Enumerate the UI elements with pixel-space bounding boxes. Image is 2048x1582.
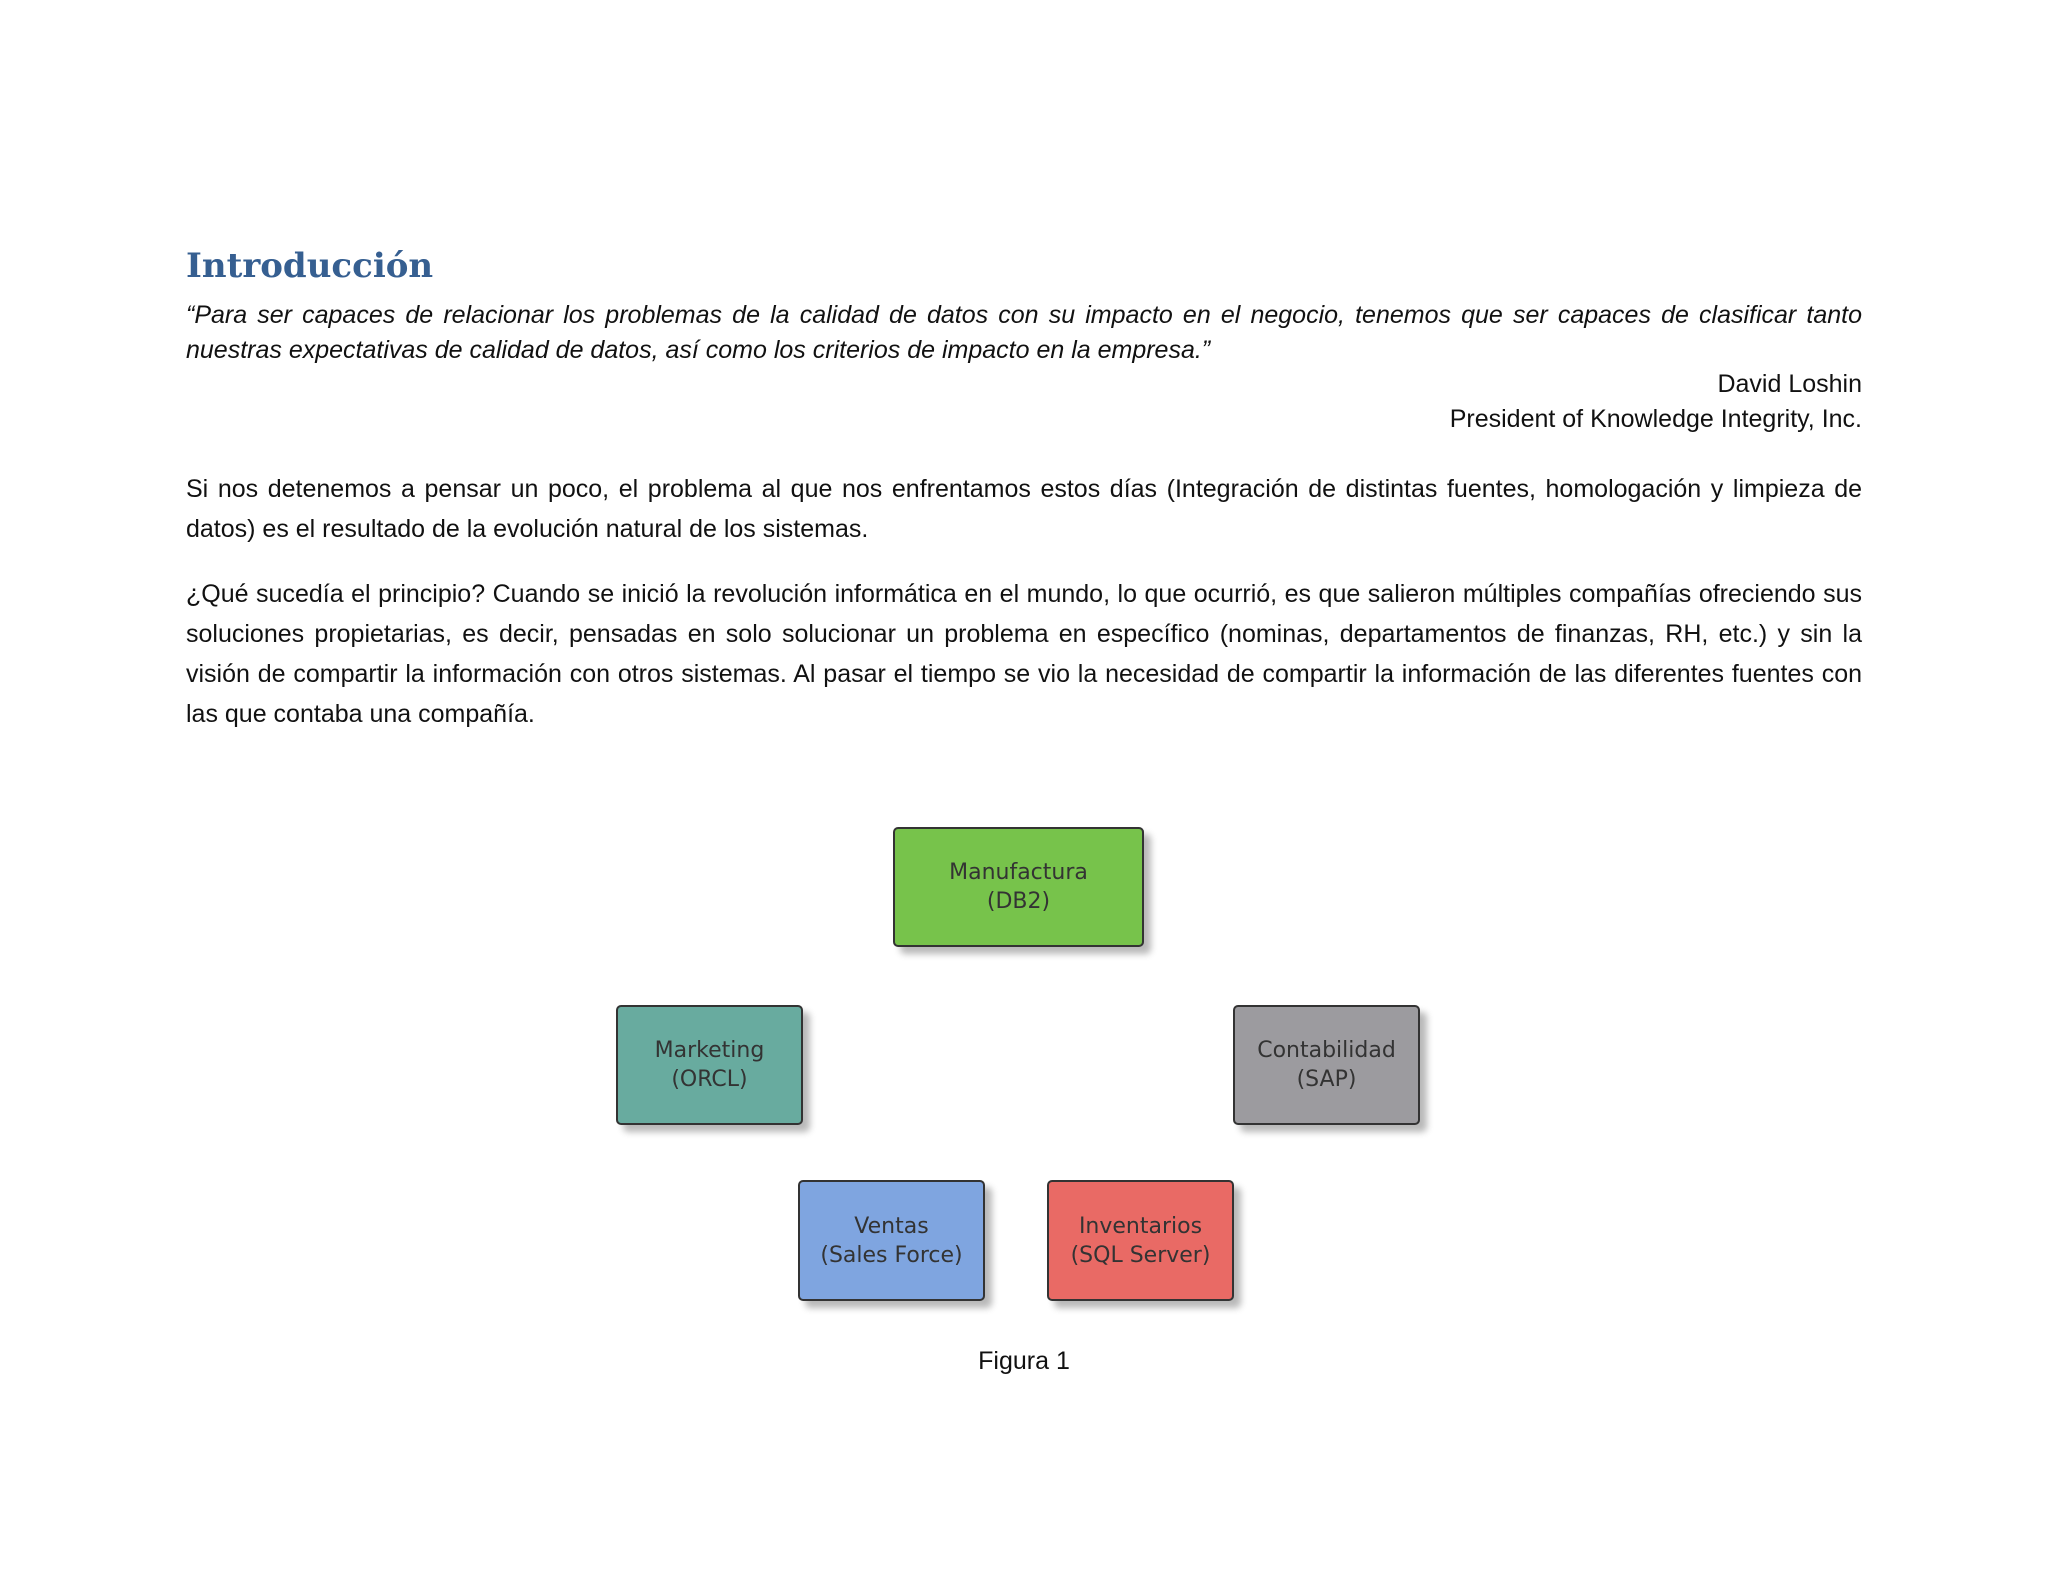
box-system: (SAP) (1296, 1067, 1357, 1092)
box-label: Ventas (854, 1213, 929, 1239)
paragraph-2: ¿Qué sucedía el principio? Cuando se inició la revolución informática en el mundo, lo que ocurrió, es que salieron múltiples compañías ofreciendo sus soluciones propietarias, es decir, pensadas en solo solucionar un problema en específico (nominas, departamentos de finanzas, RH, etc.) y sin la visión de compartir la información con otros sistemas. Al pasar el tiempo se vio la necesidad de compartir la información de las diferentes fuentes con las que contaba una compañía. (186, 580, 1862, 728)
box-label: Inventarios (1078, 1213, 1203, 1239)
box-ventas (798, 1180, 985, 1301)
box-contabilidad (1233, 1005, 1420, 1125)
figure-caption: Figura 1 (978, 1347, 1070, 1375)
quote-author: David Loshin (1717, 370, 1862, 398)
box-system: (ORCL) (671, 1067, 748, 1092)
epigraph-quote: “Para ser capaces de relacionar los problemas de la calidad de datos con su impacto en el negocio, tenemos que ser capaces de clasificar tanto nuestras expectativas de calidad de datos, así como los criterios de impacto en la empresa.” (186, 301, 1862, 364)
paragraph-1: Si nos detenemos a pensar un poco, el problema al que nos enfrentamos estos días (Integración de distintas fuentes, homologación y limpieza de datos) es el resultado de la evolución natural de los sistemas. (186, 475, 1862, 543)
box-inventarios (1047, 1180, 1234, 1301)
box-label: Marketing (654, 1038, 765, 1063)
section-heading: Introducción (186, 246, 434, 286)
box-system: (DB2) (986, 889, 1051, 914)
box-system: (Sales Force) (820, 1242, 963, 1268)
box-label: Manufactura (949, 860, 1088, 885)
box-system: (SQL Server) (1070, 1242, 1211, 1268)
quote-author-title: President of Knowledge Integrity, Inc. (1449, 405, 1862, 433)
box-label: Contabilidad (1257, 1038, 1396, 1063)
box-marketing (616, 1005, 803, 1125)
box-manufactura (893, 827, 1144, 947)
